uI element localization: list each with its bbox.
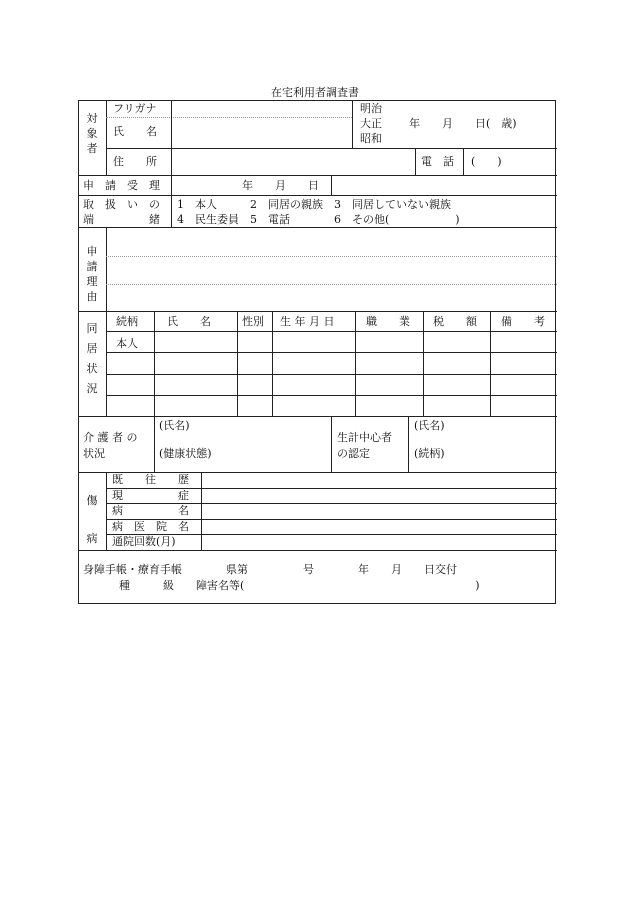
- provider-label-2: の認定: [337, 447, 370, 460]
- era-showa: 昭和: [360, 132, 382, 145]
- col-relation: 続柄: [116, 315, 138, 328]
- col-sex: 性別: [242, 315, 264, 328]
- address-label: 住 所: [113, 155, 157, 168]
- reception-label: 申 請 受 理: [83, 179, 160, 192]
- furigana-label: フリガナ: [113, 102, 157, 115]
- illness-label-char: 傷: [86, 494, 98, 507]
- phone-field[interactable]: ( ): [471, 155, 502, 168]
- subject-header-char: 象: [86, 127, 98, 140]
- illness-label-char: 病: [86, 532, 98, 545]
- col-occupation: 職 業: [366, 315, 410, 328]
- first-row-relation: 本人: [116, 337, 138, 350]
- household-label-char: 居: [86, 342, 98, 355]
- household-label: [85, 319, 99, 399]
- caregiver-label-2: 状況: [83, 447, 105, 460]
- col-tax: 税 額: [433, 315, 477, 328]
- reason-label: [85, 244, 99, 304]
- household-label-char: 同: [86, 322, 98, 335]
- survey-form: [78, 100, 556, 604]
- provider-relation-hint[interactable]: (続柄): [414, 447, 445, 460]
- reason-label-char: 申: [86, 245, 98, 258]
- subject-header: [85, 111, 99, 156]
- subject-header-char: 対: [86, 112, 98, 125]
- illness-current: 現 症: [112, 489, 189, 502]
- reason-line[interactable]: [106, 256, 557, 257]
- reason-label-char: 請: [86, 260, 98, 273]
- subject-header-char: 者: [86, 142, 98, 155]
- illness-disease-name: 病 名: [112, 504, 189, 517]
- caregiver-health-hint[interactable]: (健康状態): [159, 447, 212, 460]
- reception-date-field[interactable]: 年 月 日: [242, 179, 319, 192]
- reason-label-char: 由: [86, 290, 98, 303]
- provider-label-1: 生計中心者: [337, 431, 392, 444]
- illness-hospital-name: 病 医 院 名: [112, 520, 189, 533]
- handling-label-2: 端 緒: [83, 213, 160, 226]
- phone-label: 電 話: [421, 155, 454, 168]
- furigana-divider: [106, 117, 352, 118]
- handling-label-1: 取 扱 い の: [83, 198, 160, 211]
- handling-options-2[interactable]: 4 民生委員 5 電話 6 その他( ): [177, 213, 460, 226]
- household-label-char: 状: [86, 362, 98, 375]
- caregiver-label-1: 介 護 者 の: [83, 431, 138, 444]
- household-label-char: 況: [86, 382, 98, 395]
- illness-label: [85, 482, 99, 558]
- era-taisho: 大正: [360, 117, 382, 130]
- handbook-line-2[interactable]: 種 級 障害名等( ): [119, 579, 480, 592]
- illness-visit-count: 通院回数(月): [112, 535, 176, 548]
- document-title: 在宅利用者調査書: [271, 86, 359, 99]
- caregiver-name-hint[interactable]: (氏名): [159, 419, 190, 432]
- handbook-line-1[interactable]: 身障手帳・療育手帳 県第 号 年 月 日交付: [83, 563, 457, 576]
- name-label: 氏 名: [113, 125, 157, 138]
- reason-label-char: 理: [86, 275, 98, 288]
- era-meiji: 明治: [360, 102, 382, 115]
- col-birthdate: 生 年 月 日: [280, 315, 335, 328]
- birth-date-field[interactable]: 年 月 日( 歳): [409, 117, 517, 130]
- col-name: 氏 名: [167, 315, 211, 328]
- handling-options-1[interactable]: 1 本人 2 同居の親族 3 同居していない親族: [177, 198, 451, 211]
- illness-history: 既 往 歴: [112, 473, 189, 486]
- col-remarks: 備 考: [501, 315, 545, 328]
- reason-line[interactable]: [106, 284, 557, 285]
- provider-name-hint[interactable]: (氏名): [414, 419, 445, 432]
